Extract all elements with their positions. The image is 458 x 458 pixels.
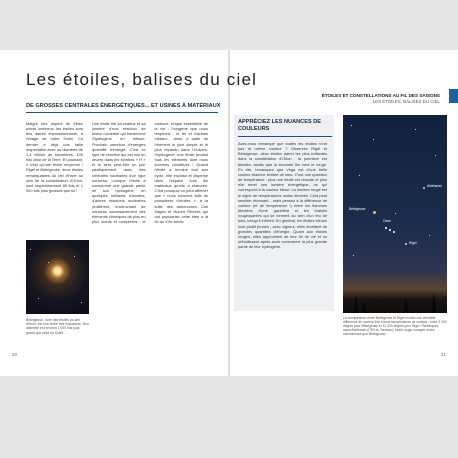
sidebar-title: APPRÉCIEZ LES NUANCES DE COULEURS xyxy=(238,119,321,132)
chapter-tab xyxy=(449,89,458,103)
label-betelgeuse: Bételgeuse xyxy=(349,207,366,211)
page-gutter xyxy=(228,50,230,376)
page-number-right: 21 xyxy=(441,352,447,357)
rigel-star xyxy=(405,243,407,245)
subtitle-rule xyxy=(26,112,218,113)
page-number-left: 20 xyxy=(12,352,18,357)
body-column-2: Une étoile tire sa chaleur et sa lumière d'une réaction de fusion nucléaire qui transforme l'hydrogène en hélium. Prochain carrefour d'énergies quantifié d'énergie. C'est ce type de réaction qui est mis en œuvre dans les bombes « H » et le sera peut-être un jour pacifiquement dans des centrales nucléaires d'un type nouveau. Lorsque l'étoile a consommé une grande partie de son hydrogène, en quelques milliards d'années, d'autres réactions nucléaires prolifèrent, enclenchant de nouveau successivement des éléments chimiques de plus en plus lourds et complexes : le carbone, brique essentielle de la vie ; l'oxygène que nous respirons ; le fer et d'autres métaux... Ainsi, à partir de l'élément le plus simple et le plus répandu dans l'Univers, l'hydrogène, une étoile produit tous les éléments dont nous sommes constitués ! Quand l'étoile a terminé tout son cycle, elle explose et disperse dans l'espace tous les matériaux qu'elle a élaborés. C'est pourquoi on peut affirmer que « nous sommes faits de poussières d'étoiles », à la suite des astronomes Carl Sagan et Hubert Reeves qui ont popularisé cette idée à la fin du XXe siècle. xyxy=(92,121,208,224)
tree-silhouette xyxy=(353,295,359,313)
sidebar-rule xyxy=(238,136,332,137)
betelgeuse-photo xyxy=(26,240,89,314)
section-subtitle: DE GROSSES CENTRALES ÉNERGÉTIQUES... ET USINES À MATÉRIAUX xyxy=(26,103,221,109)
photo-caption-left: Bételgeuse, l'une des étoiles du ciel d'hiver, est une étoile très imposante. Son diamètre est environ 1 000 fois plus grand que celui du Soleil. xyxy=(26,318,89,335)
aldebaran-star xyxy=(423,187,425,189)
label-rigel: Rigel xyxy=(409,241,417,245)
running-header-chapter: LES ÉTOILES, BALISES DU CIEL xyxy=(372,99,440,104)
photo-caption-right: La comparaison entre Bételgeuse et Rigel montre une véritable différence de couleur liée à leurs températures de surface : entre 3 000 degrés pour Bételgeuse et 12 000 degrés pour Rigel. Remarquez aussi Aldébaran (l'Œil du Taureau), étoile rouge orangée moins volumineuse que Bételgeuse. xyxy=(343,316,447,337)
betelgeuse-star xyxy=(373,211,376,214)
orion-photo xyxy=(343,115,447,313)
body-column-1: Malgré leur aspect de frêles points lumineux, les étoiles sont des astres impressionnants, à l'image de notre Soleil. Ce dernier a déjà une taille respectable avec un diamètre de 1,4 million de kilomètres, 109 fois celui de la Terre. Et pourtant, il n'est qu'une étoile moyenne ! Rigel et Bételgeuse, deux étoiles remarquables du ciel d'hiver au sein de la constellation d'Orion, sont respectivement 80 fois et 1 000 fois plus grosses que lui ! xyxy=(26,121,83,194)
label-aldebaran: Aldébaran xyxy=(427,184,443,188)
running-header-section: ÉTOILES ET CONSTELLATIONS AU FIL DES SAISONS xyxy=(321,93,440,98)
page-title: Les étoiles, balises du ciel xyxy=(26,70,258,89)
sidebar-text: Avez-vous remarqué que toutes les étoiles n'ont pas la même couleur ? Observez Rigel et Bételgeuse, deux étoiles parmi les plus brillantes dans la constellation d'Orion : la première est bleutée, tandis que la seconde tire vers le rouge. En été, remarquez que Véga est d'une belle couleur blanche teintée de bleu. C'est une question de température : plus une étoile est chaude et plus elle émet une lumière énergétique, ce qui correspond à la couleur bleue. La lumière rouge est le signe de températures moins élevées. Cela peut sembler étonnant... mais pensez à la différence de couleur (et de température !) entre les flammes bleutées d'une gazinière et les braises rougeoyantes qui se forment au sein d'un feu de bois, lorsqu'il s'éteint. En général, les étoiles bleues sont plutôt jeunes : avec vigueur, elles émettent de grandes quantités d'énergie. Quant aux étoiles rouges, elles approchent de leur fin de vie et se refroidissent après avoir consommé la plus grande partie de leur hydrogène. xyxy=(238,141,327,250)
label-orion: Orion xyxy=(383,219,392,223)
